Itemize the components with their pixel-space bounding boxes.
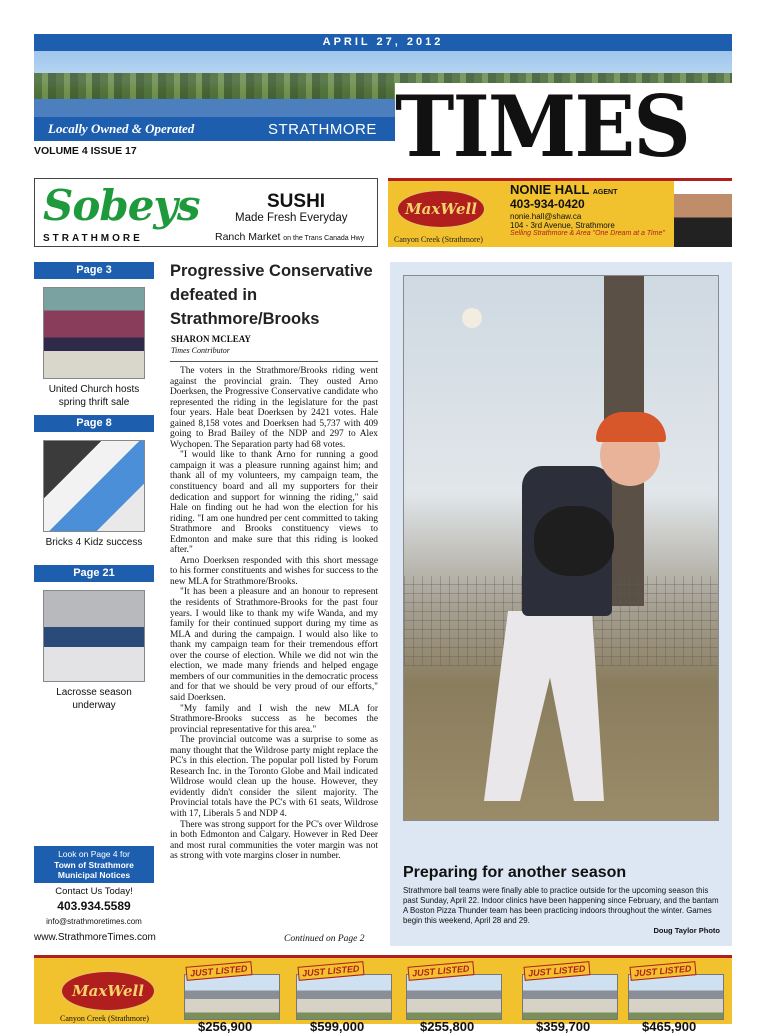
volume-issue: VOLUME 4 ISSUE 17 (34, 145, 137, 157)
continued-link[interactable]: Continued on Page 2 (284, 934, 365, 944)
agent-slogan: Selling Strathmore & Area "One Dream at a Time" (510, 230, 665, 238)
just-listed-badge: JUST LISTED (186, 961, 252, 981)
photo-baseball (462, 308, 482, 328)
teaser-caption: United Church hosts spring thrift sale (48, 384, 140, 408)
listing-card[interactable] (296, 963, 392, 1034)
masthead-town: STRATHMORE (268, 121, 377, 138)
agent-title: AGENT (592, 189, 618, 196)
just-listed-badge: JUST LISTED (408, 961, 474, 981)
listing-price: $599,000 (310, 1019, 365, 1034)
article-paragraph: "It has been a pleasure and an honour to represent the residents of Strathmore-Brooks for the past four years. I would like to thank my wife Wanda, and my family for their continued support during my time as MLA and during the campaign. I would also like to thank my campaign team for their tremendous effort over the course of election. While we did not win the election, we made many friends and helped engage members of our communities in the democratic process and for that we should be very proud of our efforts," said Doerksen. (170, 587, 379, 703)
sobeys-logo: Sobeys (43, 181, 200, 230)
article-paragraph: There was strong support for the PC's over Wildrose in both Edmonton and Calgary. However in Red Deer and most rural communities the voter margin was not as strong with vote margins closer in number. (170, 819, 378, 862)
agent-details (510, 183, 665, 238)
article-paragraph: The provincial outcome was a surprise to some as many thought that the Wildrose party might replace the PC's in this election. The popular poll listed by Forum Research Inc. in the Toronto Globe and Mail indicated Wildrose would clean up the house. However, they evidently didn't consider the silent majority. The Provincial totals have the PC's with 61 seats, Wildrose with 17, Liberals 5 and NDP 4. (170, 735, 378, 819)
listing-card[interactable] (522, 963, 618, 1034)
article-author: SHARON MCLEAY (171, 334, 251, 344)
agent-phone: 403-934-0420 (510, 196, 585, 211)
teaser-page-label: Page 21 (34, 565, 154, 582)
maxwell-logo: MaxWell (60, 970, 156, 1012)
sobeys-logo-sub: STRATHMORE (43, 233, 143, 244)
sobeys-ad[interactable] (34, 178, 378, 247)
listing-house-photo (296, 974, 392, 1020)
listing-price: $255,800 (420, 1019, 475, 1034)
feature-title: Preparing for another season (403, 864, 627, 881)
masthead-title (395, 77, 735, 176)
maxwell-logo: MaxWell (396, 189, 486, 229)
photo-glove (534, 506, 614, 576)
teaser-thrift-sale[interactable] (34, 262, 154, 409)
agent-name: NONIE HALL (510, 182, 590, 197)
just-listed-badge: JUST LISTED (630, 961, 696, 981)
listing-price: $465,900 (642, 1019, 697, 1034)
teaser-page-label: Page 3 (34, 262, 154, 279)
issue-date: APRIL 27, 2012 (34, 34, 732, 51)
maxwell-office: Canyon Creek (Strathmore) (60, 1014, 149, 1023)
maxwell-listings-ad[interactable] (34, 955, 732, 1034)
ranch-market-name: Ranch Market (215, 231, 281, 243)
teaser-caption: Bricks 4 Kidz success (45, 537, 143, 548)
teaser-photo (43, 440, 145, 532)
photo-credit: Doug Taylor Photo (653, 926, 720, 935)
ranch-market (215, 231, 364, 243)
article-paragraph: The voters in the Strathmore/Brooks riding went against the provincial grain. They ousted Arno Doerksen, the Progressive Conservative candidate who represented the riding in the legislature for the past four years. Hale beat Doerksen by 2421 votes. Hale gained 8,158 votes and Doerksen had 5,737 with 409 going to Brad Bailey of the NDP and 297 to Alex Wychopen. The Separation party had 68 votes. (170, 366, 378, 450)
listing-price: $256,900 (198, 1019, 253, 1034)
article-author-role: Times Contributor (171, 346, 230, 355)
notice-line-1: Look on Page 4 for (58, 849, 130, 859)
agent-address: 104 - 3rd Avenue, Strathmore (510, 220, 615, 230)
website-link[interactable]: www.StrathmoreTimes.com (34, 932, 156, 943)
photo-feature (390, 262, 732, 946)
just-listed-badge: JUST LISTED (298, 961, 364, 981)
sushi-heading: SUSHI (267, 191, 326, 212)
just-listed-badge: JUST LISTED (524, 961, 590, 981)
agent-email[interactable]: nonie.hall@shaw.ca (510, 211, 582, 221)
maxwell-office: Canyon Creek (Strathmore) (394, 235, 483, 244)
listing-card[interactable] (406, 963, 502, 1034)
agent-photo (674, 181, 732, 247)
teaser-lacrosse[interactable] (34, 565, 154, 712)
masthead-tagline: Locally Owned & Operated (48, 121, 195, 136)
teaser-caption: Lacrosse season underway (56, 687, 132, 711)
sushi-tagline: Made Fresh Everyday (235, 212, 348, 224)
notice-line-2: Town of Strathmore (54, 859, 134, 870)
baseball-pitcher-photo (403, 275, 719, 821)
contact-phone: 403.934.5589 (57, 899, 131, 913)
teaser-page-label: Page 8 (34, 415, 154, 432)
photo-player-cap (596, 412, 666, 442)
municipal-notices-box[interactable] (34, 846, 154, 883)
article-paragraph: Arno Doerksen responded with this short message to his former constituents and wishes for success to the new MLA for Strathmore/Brooks. (170, 555, 378, 587)
listing-house-photo (522, 974, 618, 1020)
listing-house-photo (184, 974, 280, 1020)
contact-email[interactable]: info@strathmoretimes.com (46, 917, 142, 926)
sidebar-teasers (34, 262, 154, 712)
article-paragraph: "My family and I wish the new MLA for Strathmore-Brooks success as he becomes the provincial representative for this area." (170, 703, 378, 735)
teaser-bricks-4-kidz[interactable] (34, 415, 154, 549)
agent-name-line (510, 183, 665, 198)
teaser-photo (43, 287, 145, 379)
ranch-market-location: on the Trans Canada Hwy (283, 235, 365, 242)
contact-block (34, 886, 154, 943)
notice-line-3: Municipal Notices (57, 870, 131, 881)
byline-divider (170, 361, 378, 362)
listing-card[interactable] (184, 963, 280, 1034)
contact-label: Contact Us Today! (55, 886, 133, 897)
listing-price: $359,700 (536, 1019, 591, 1034)
teaser-photo (43, 590, 145, 682)
listing-card[interactable] (628, 963, 724, 1034)
listing-house-photo (628, 974, 724, 1020)
listing-house-photo (406, 974, 502, 1020)
masthead-title-text: TIMES (395, 77, 690, 176)
feature-caption: Strathmore ball teams were finally able to practice outside for the upcoming season this past Sunday, April 22. Indoor clinics have been happening since February, and the bantam A Boston Pizza Thunder team has been practicing indoors throughout the winter. Games begin this weekend, April 28 and 29. (403, 886, 719, 925)
article-body (170, 366, 378, 934)
article-headline[interactable]: Progressive Conservative defeated in Strathmore/Brooks (170, 262, 373, 328)
maxwell-agent-ad[interactable] (388, 178, 732, 247)
article-paragraph: "I would like to thank Arno for running a good campaign it was a pleasure running against him; and thank all of my volunteers, my campaign team, the constituency board and all my supporters for their dedication and support for winning the riding," said Hale on finding out he had won the election for his riding. "I am one hundred per cent committed to taking Strathmore and Brooks constituency views to Edmonton and make sure that this riding is looked after." (170, 450, 378, 556)
